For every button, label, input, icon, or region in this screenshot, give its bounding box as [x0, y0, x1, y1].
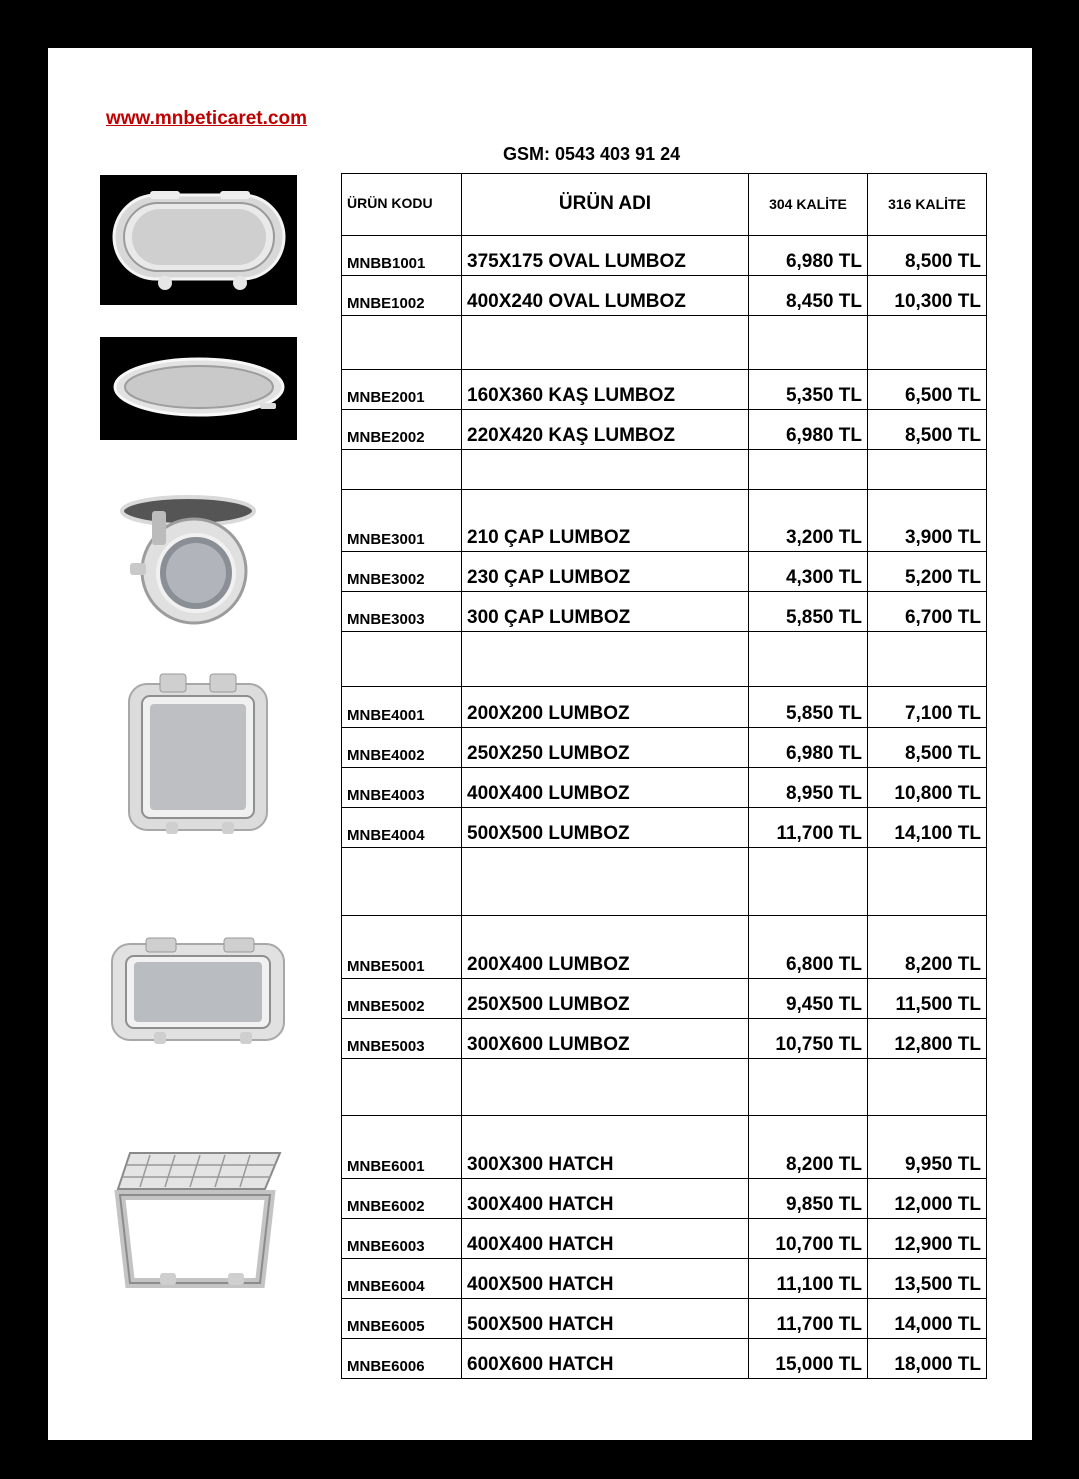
price-304-cell: 8,200 TL: [749, 1116, 868, 1179]
price-316-cell: 8,200 TL: [868, 916, 987, 979]
price-table: [341, 173, 987, 1379]
product-name-cell: 600X600 HATCH: [462, 1339, 749, 1379]
header-price-316: 316 KALİTE: [868, 174, 987, 236]
product-name-cell: 160X360 KAŞ LUMBOZ: [462, 370, 749, 410]
price-304-cell: 11,700 TL: [749, 808, 868, 848]
square-porthole-photo: [126, 670, 271, 836]
table-row: [342, 1179, 987, 1219]
product-code-cell: MNBB1001: [342, 236, 462, 276]
product-name-cell: [462, 632, 749, 687]
round-porthole-photo: [116, 493, 266, 627]
price-304-cell: 6,800 TL: [749, 916, 868, 979]
product-name-cell: 300 ÇAP LUMBOZ: [462, 592, 749, 632]
table-row: [342, 768, 987, 808]
deck-hatch-photo: [110, 1143, 285, 1293]
table-row: [342, 1339, 987, 1379]
rectangular-porthole-photo: [110, 936, 288, 1048]
price-304-cell: [749, 450, 868, 490]
product-name-cell: 375X175 OVAL LUMBOZ: [462, 236, 749, 276]
price-304-cell: 8,450 TL: [749, 276, 868, 316]
product-code-cell: MNBE6004: [342, 1259, 462, 1299]
price-304-cell: 10,750 TL: [749, 1019, 868, 1059]
table-row: [342, 276, 987, 316]
product-code-cell: MNBE2002: [342, 410, 462, 450]
product-code-cell: MNBE6001: [342, 1116, 462, 1179]
product-name-cell: 200X400 LUMBOZ: [462, 916, 749, 979]
spacer-row: [342, 632, 987, 687]
table-row: [342, 370, 987, 410]
price-304-cell: 5,850 TL: [749, 687, 868, 728]
price-316-cell: [868, 450, 987, 490]
price-316-cell: 14,100 TL: [868, 808, 987, 848]
product-code-cell: MNBE3002: [342, 552, 462, 592]
price-316-cell: [868, 848, 987, 916]
oval-porthole-photo: [100, 175, 297, 305]
price-316-cell: 5,200 TL: [868, 552, 987, 592]
header-product-code: ÜRÜN KODU: [342, 174, 462, 236]
product-name-cell: 220X420 KAŞ LUMBOZ: [462, 410, 749, 450]
product-code-cell: MNBE2001: [342, 370, 462, 410]
product-code-cell: MNBE3003: [342, 592, 462, 632]
product-code-cell: [342, 632, 462, 687]
product-code-cell: [342, 1059, 462, 1116]
price-304-cell: 6,980 TL: [749, 236, 868, 276]
table-row: [342, 1019, 987, 1059]
product-name-cell: 500X500 LUMBOZ: [462, 808, 749, 848]
website-link[interactable]: www.mnbeticaret.com: [106, 108, 307, 129]
table-row: [342, 552, 987, 592]
spacer-row: [342, 1059, 987, 1116]
product-code-cell: MNBE4002: [342, 728, 462, 768]
product-name-cell: [462, 848, 749, 916]
price-304-cell: 4,300 TL: [749, 552, 868, 592]
price-316-cell: [868, 632, 987, 687]
product-code-cell: MNBE5001: [342, 916, 462, 979]
table-row: [342, 236, 987, 276]
product-name-cell: 230 ÇAP LUMBOZ: [462, 552, 749, 592]
price-304-cell: 6,980 TL: [749, 410, 868, 450]
price-304-cell: 9,850 TL: [749, 1179, 868, 1219]
price-304-cell: [749, 1059, 868, 1116]
product-name-cell: 250X250 LUMBOZ: [462, 728, 749, 768]
table-row: [342, 1299, 987, 1339]
price-list-page: [48, 48, 1032, 1440]
product-name-cell: 300X600 LUMBOZ: [462, 1019, 749, 1059]
product-name-cell: [462, 1059, 749, 1116]
price-304-cell: 9,450 TL: [749, 979, 868, 1019]
price-316-cell: 9,950 TL: [868, 1116, 987, 1179]
price-304-cell: 11,700 TL: [749, 1299, 868, 1339]
table-row: [342, 410, 987, 450]
product-code-cell: MNBE6006: [342, 1339, 462, 1379]
product-code-cell: MNBE5003: [342, 1019, 462, 1059]
product-code-cell: MNBE4003: [342, 768, 462, 808]
price-304-cell: [749, 632, 868, 687]
price-316-cell: 6,700 TL: [868, 592, 987, 632]
product-name-cell: 400X400 LUMBOZ: [462, 768, 749, 808]
spacer-row: [342, 848, 987, 916]
product-name-cell: 400X500 HATCH: [462, 1259, 749, 1299]
price-316-cell: 10,300 TL: [868, 276, 987, 316]
product-name-cell: 250X500 LUMBOZ: [462, 979, 749, 1019]
price-304-cell: [749, 848, 868, 916]
product-code-cell: MNBE4004: [342, 808, 462, 848]
table-row: [342, 979, 987, 1019]
price-316-cell: 14,000 TL: [868, 1299, 987, 1339]
price-316-cell: 8,500 TL: [868, 236, 987, 276]
product-code-cell: MNBE5002: [342, 979, 462, 1019]
table-row: [342, 728, 987, 768]
price-316-cell: [868, 1059, 987, 1116]
price-316-cell: 8,500 TL: [868, 410, 987, 450]
price-316-cell: 12,000 TL: [868, 1179, 987, 1219]
table-header-row: [342, 174, 987, 236]
header-price-304: 304 KALİTE: [749, 174, 868, 236]
table-row: [342, 1259, 987, 1299]
product-code-cell: [342, 450, 462, 490]
price-316-cell: 18,000 TL: [868, 1339, 987, 1379]
product-code-cell: MNBE4001: [342, 687, 462, 728]
product-code-cell: [342, 848, 462, 916]
product-code-cell: MNBE6003: [342, 1219, 462, 1259]
product-name-cell: 300X400 HATCH: [462, 1179, 749, 1219]
table-row: [342, 687, 987, 728]
product-name-cell: [462, 316, 749, 370]
table-row: [342, 808, 987, 848]
product-name-cell: 500X500 HATCH: [462, 1299, 749, 1339]
price-316-cell: 12,800 TL: [868, 1019, 987, 1059]
product-code-cell: MNBE6002: [342, 1179, 462, 1219]
price-316-cell: [868, 316, 987, 370]
product-code-cell: MNBE3001: [342, 490, 462, 552]
price-304-cell: 6,980 TL: [749, 728, 868, 768]
price-316-cell: 11,500 TL: [868, 979, 987, 1019]
product-code-cell: MNBE6005: [342, 1299, 462, 1339]
header-product-name: ÜRÜN ADI: [462, 174, 749, 236]
table-row: [342, 490, 987, 552]
product-name-cell: 300X300 HATCH: [462, 1116, 749, 1179]
price-304-cell: 8,950 TL: [749, 768, 868, 808]
product-name-cell: [462, 450, 749, 490]
price-304-cell: [749, 316, 868, 370]
product-code-cell: MNBE1002: [342, 276, 462, 316]
table-row: [342, 1116, 987, 1179]
price-316-cell: 10,800 TL: [868, 768, 987, 808]
gsm-phone: GSM: 0543 403 91 24: [503, 144, 681, 164]
price-304-cell: 5,850 TL: [749, 592, 868, 632]
product-code-cell: [342, 316, 462, 370]
price-304-cell: 5,350 TL: [749, 370, 868, 410]
price-316-cell: 7,100 TL: [868, 687, 987, 728]
spacer-row: [342, 316, 987, 370]
table-row: [342, 592, 987, 632]
table-row: [342, 1219, 987, 1259]
spacer-row: [342, 450, 987, 490]
price-316-cell: 12,900 TL: [868, 1219, 987, 1259]
price-316-cell: 13,500 TL: [868, 1259, 987, 1299]
table-row: [342, 916, 987, 979]
price-304-cell: 15,000 TL: [749, 1339, 868, 1379]
product-name-cell: 210 ÇAP LUMBOZ: [462, 490, 749, 552]
price-316-cell: 6,500 TL: [868, 370, 987, 410]
product-name-cell: 400X240 OVAL LUMBOZ: [462, 276, 749, 316]
price-304-cell: 11,100 TL: [749, 1259, 868, 1299]
elliptical-porthole-photo: [100, 337, 297, 440]
product-name-cell: 400X400 HATCH: [462, 1219, 749, 1259]
price-316-cell: 3,900 TL: [868, 490, 987, 552]
price-304-cell: 3,200 TL: [749, 490, 868, 552]
price-316-cell: 8,500 TL: [868, 728, 987, 768]
product-name-cell: 200X200 LUMBOZ: [462, 687, 749, 728]
price-304-cell: 10,700 TL: [749, 1219, 868, 1259]
